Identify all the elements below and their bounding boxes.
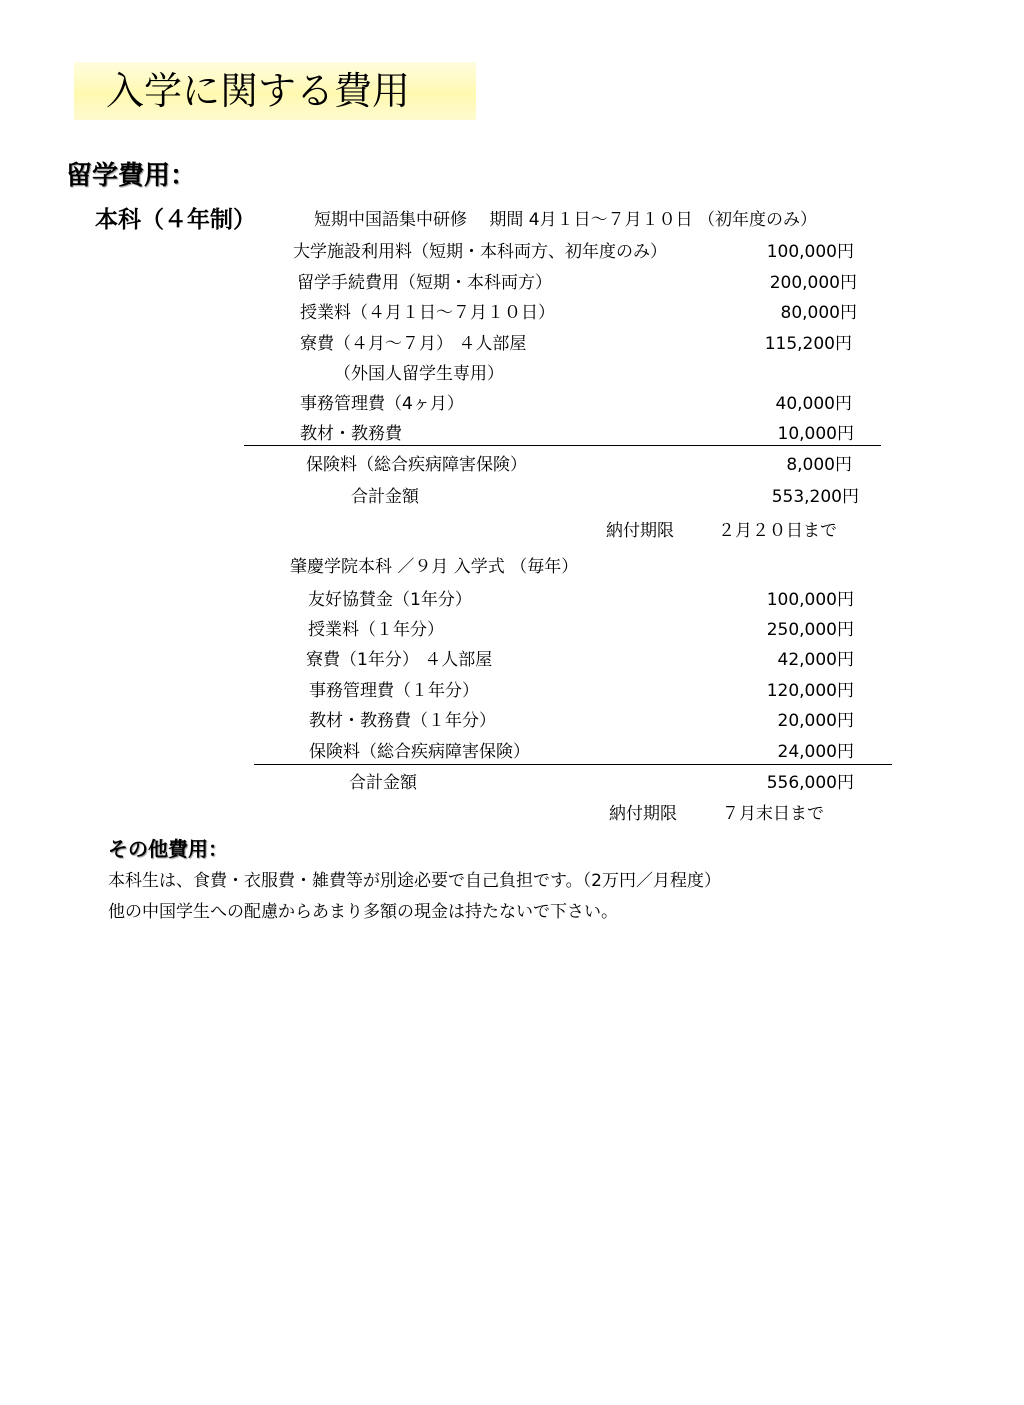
short-course-deadline-value: ２月２０日まで [718,521,837,541]
short-course-item-amount: 115,200円 [764,334,852,354]
short-course-deadline-label: 納付期限 [606,521,674,541]
short-course-item-amount: 80,000円 [780,303,857,323]
main-course-item-label: 事務管理費（１年分） [309,681,479,701]
main-course-total-label: 合計金額 [349,773,417,793]
short-course-item-label: 大学施設利用料（短期・本科両方、初年度のみ） [293,242,667,262]
short-course-item-amount: 8,000円 [786,455,852,475]
main-course-item-label: 寮費（1年分） ４人部屋 [306,650,493,670]
main-course-item-label: 友好協賛金（1年分） [308,590,472,610]
short-course-item-label: 留学手続費用（短期・本科両方） [297,273,552,293]
short-course-item-amount: 100,000円 [766,242,854,262]
main-course-total-amount: 556,000円 [766,773,854,793]
heading-other-costs: その他費用： [108,837,228,861]
main-course-rule [254,764,892,765]
main-course-item-amount: 20,000円 [777,711,854,731]
main-course-heading: 肇慶学院本科 ／９月 入学式 （毎年） [290,557,579,577]
short-course-item-amount: 200,000円 [769,273,857,293]
main-course-item-label: 授業料（１年分） [308,620,444,640]
short-course-total-amount: 553,200円 [771,487,859,507]
short-course-rule [244,445,881,446]
page-title: 入学に関する費用 [106,69,411,113]
main-course-item-amount: 250,000円 [766,620,854,640]
main-course-item-amount: 100,000円 [766,590,854,610]
short-course-item-label: 事務管理費（4ヶ月） [300,394,464,414]
main-course-deadline-label: 納付期限 [609,804,677,824]
main-course-item-amount: 120,000円 [766,681,854,701]
heading-regular-course: 本科（４年制） [95,207,256,233]
short-course-item-label: （外国人留学生専用） [334,364,504,384]
other-costs-note: 他の中国学生への配慮からあまり多額の現金は持たないで下さい。 [108,902,618,922]
main-course-item-label: 保険料（総合疾病障害保険） [309,742,530,762]
short-course-item-label: 寮費（４月～７月） ４人部屋 [300,334,527,354]
short-course-item-amount: 10,000円 [777,424,854,444]
other-costs-note: 本科生は、食費・衣服費・雑費等が別途必要で自己負担です。（2万円／月程度） [108,871,721,891]
heading-study-abroad-costs: 留学費用： [66,161,197,191]
short-course-item-amount: 40,000円 [775,394,852,414]
short-course-item-label: 授業料（４月１日～７月１０日） [300,303,555,323]
short-course-item-label: 教材・教務費 [300,424,402,444]
main-course-item-amount: 42,000円 [777,650,854,670]
short-course-heading: 短期中国語集中研修 期間 4月１日～７月１０日 （初年度のみ） [314,210,818,230]
main-course-deadline-value: ７月末日まで [722,804,824,824]
short-course-total-label: 合計金額 [351,487,419,507]
main-course-item-label: 教材・教務費（１年分） [309,711,496,731]
short-course-item-label: 保険料（総合疾病障害保険） [306,455,527,475]
main-course-item-amount: 24,000円 [777,742,854,762]
